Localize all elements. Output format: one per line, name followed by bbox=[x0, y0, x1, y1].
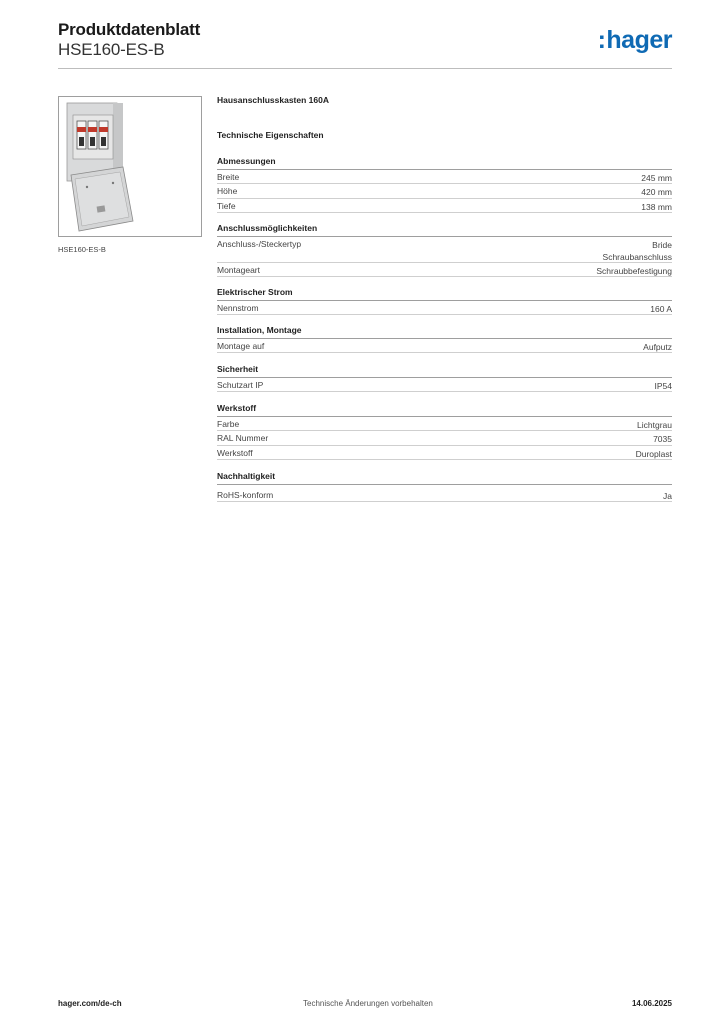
group-title-nachhaltigkeit: Nachhaltigkeit bbox=[217, 471, 672, 485]
junction-box-illustration bbox=[59, 97, 201, 236]
product-image bbox=[58, 96, 202, 237]
property-row bbox=[217, 199, 672, 213]
hager-logo[interactable] bbox=[598, 26, 672, 55]
product-code: HSE160-ES-B bbox=[58, 40, 165, 59]
property-label: Werkstoff bbox=[217, 448, 253, 458]
property-value-line: Bride bbox=[652, 240, 672, 250]
property-value: Lichtgrau bbox=[637, 420, 672, 430]
property-row bbox=[217, 446, 672, 460]
footer-date: 14.06.2025 bbox=[631, 999, 672, 1008]
property-value: 138 mm bbox=[641, 202, 672, 212]
property-label: Nennstrom bbox=[217, 303, 259, 313]
property-value: Duroplast bbox=[635, 449, 672, 459]
product-name: Hausanschlusskasten 160A bbox=[217, 95, 329, 105]
property-value: Schraubbefestigung bbox=[596, 266, 672, 276]
property-label: Tiefe bbox=[217, 201, 236, 211]
property-value bbox=[603, 239, 672, 263]
footer-notice: Technische Änderungen vorbehalten bbox=[303, 999, 433, 1008]
section-heading: Technische Eigenschaften bbox=[217, 130, 324, 140]
group-title-abmessungen: Abmessungen bbox=[217, 156, 672, 170]
page-header bbox=[58, 20, 672, 68]
property-label: Breite bbox=[217, 172, 240, 182]
property-label: Montage auf bbox=[217, 341, 265, 351]
document-title: Produktdatenblatt bbox=[58, 20, 201, 39]
property-label: Höhe bbox=[217, 186, 238, 196]
group-title-werkstoff: Werkstoff bbox=[217, 403, 672, 417]
group-title-strom: Elektrischer Strom bbox=[217, 287, 672, 301]
property-label: Anschluss-/Steckertyp bbox=[217, 239, 302, 249]
property-value: 7035 bbox=[653, 434, 672, 444]
header-divider bbox=[58, 68, 672, 69]
property-label: Montageart bbox=[217, 265, 260, 275]
logo-text: hager bbox=[606, 26, 672, 54]
property-value: 420 mm bbox=[641, 187, 672, 197]
footer-website-link[interactable]: hager.com/de-ch bbox=[58, 999, 122, 1008]
property-row bbox=[217, 417, 672, 431]
logo-colon-mark: : bbox=[597, 26, 606, 54]
property-row bbox=[217, 263, 672, 277]
group-title-sicherheit: Sicherheit bbox=[217, 364, 672, 378]
group-title-anschluss: Anschlussmöglichkeiten bbox=[217, 223, 672, 237]
property-row bbox=[217, 339, 672, 353]
property-value: IP54 bbox=[654, 381, 672, 391]
property-row bbox=[217, 431, 672, 446]
property-label: Farbe bbox=[217, 419, 240, 429]
property-label: RoHS-konform bbox=[217, 490, 274, 500]
property-value: 160 A bbox=[650, 304, 672, 314]
property-row bbox=[217, 184, 672, 199]
property-label: RAL Nummer bbox=[217, 433, 269, 443]
group-title-installation: Installation, Montage bbox=[217, 325, 672, 339]
property-row bbox=[217, 301, 672, 315]
property-row bbox=[217, 170, 672, 184]
image-caption: HSE160-ES-B bbox=[58, 245, 106, 254]
property-row bbox=[217, 378, 672, 392]
property-value: Ja bbox=[663, 491, 672, 501]
property-row bbox=[217, 237, 672, 263]
property-value-line: Schraubanschluss bbox=[602, 252, 672, 262]
property-value: 245 mm bbox=[641, 173, 672, 183]
property-row bbox=[217, 488, 672, 502]
property-label: Schutzart IP bbox=[217, 380, 264, 390]
property-value: Aufputz bbox=[643, 342, 672, 352]
